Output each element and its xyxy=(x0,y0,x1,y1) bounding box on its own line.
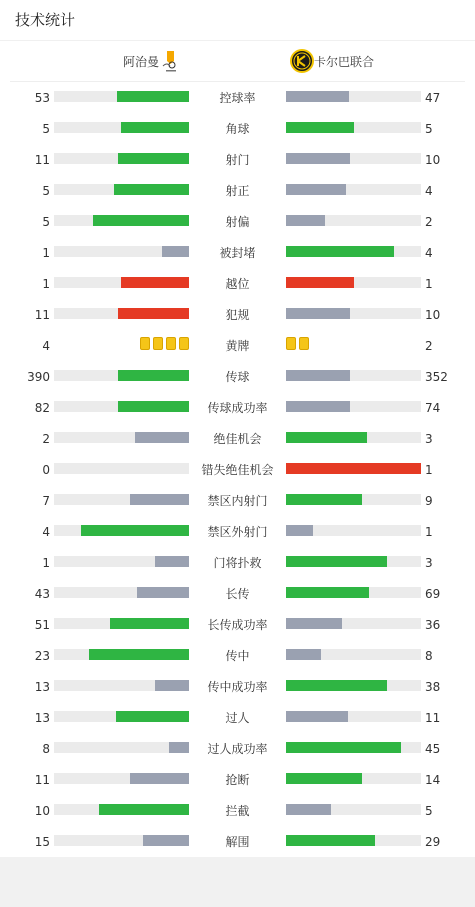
away-stat-bar-track xyxy=(286,804,421,815)
stat-label: 过人 xyxy=(225,711,250,725)
stat-row xyxy=(0,144,475,175)
home-stat-bar-track xyxy=(54,649,189,660)
stats-list xyxy=(0,82,475,857)
away-stat-value: 9 xyxy=(425,494,433,508)
stat-row xyxy=(0,206,475,237)
home-stat-bar-track xyxy=(54,215,189,226)
away-stat-bar-fill xyxy=(286,401,350,412)
away-stat-bar-fill xyxy=(286,649,321,660)
away-stat-value: 36 xyxy=(425,618,441,632)
away-stat-bar-track xyxy=(286,773,421,784)
home-stat-bar-fill xyxy=(135,432,189,443)
home-stat-bar-track xyxy=(54,246,189,257)
away-stat-value: 45 xyxy=(425,742,441,756)
away-stat-bar-track xyxy=(286,401,421,412)
home-stat-bar-track xyxy=(54,804,189,815)
stat-label: 禁区内射门 xyxy=(207,494,268,508)
home-stat-value: 1 xyxy=(42,556,50,570)
home-stat-value: 15 xyxy=(34,835,50,849)
stat-label: 抢断 xyxy=(225,773,250,787)
home-stat-value: 11 xyxy=(34,773,50,787)
away-stat-value: 69 xyxy=(425,587,441,601)
away-stat-bar-fill xyxy=(286,835,375,846)
home-stat-value: 11 xyxy=(34,153,50,167)
away-stat-value: 3 xyxy=(425,556,433,570)
away-yellow-cards xyxy=(286,337,309,350)
away-stat-value: 2 xyxy=(425,339,433,353)
away-stat-bar-track xyxy=(286,835,421,846)
home-stat-value: 4 xyxy=(42,339,50,353)
home-stat-bar-fill xyxy=(130,773,189,784)
away-stat-value: 1 xyxy=(425,525,433,539)
stat-row xyxy=(0,361,475,392)
stat-row xyxy=(0,113,475,144)
ajman-club-crest-icon xyxy=(159,49,183,73)
home-stat-value: 1 xyxy=(42,246,50,260)
home-stat-value: 13 xyxy=(34,711,50,725)
away-team[interactable] xyxy=(290,41,374,81)
stat-row xyxy=(0,299,475,330)
away-stat-bar-fill xyxy=(286,432,367,443)
away-stat-bar-fill xyxy=(286,742,401,753)
away-stat-value: 11 xyxy=(425,711,441,725)
stat-row xyxy=(0,702,475,733)
home-stat-bar-track xyxy=(54,308,189,319)
away-stat-bar-track xyxy=(286,525,421,536)
away-stat-value: 74 xyxy=(425,401,441,415)
away-team-name: 卡尔巴联合 xyxy=(314,54,375,69)
home-stat-bar-track xyxy=(54,711,189,722)
home-stat-bar-track xyxy=(54,184,189,195)
home-stat-value: 53 xyxy=(34,91,50,105)
team-header xyxy=(10,41,465,82)
stat-label: 过人成功率 xyxy=(207,742,268,756)
home-stat-value: 1 xyxy=(42,277,50,291)
home-stat-bar-fill xyxy=(121,122,189,133)
home-stat-value: 82 xyxy=(34,401,50,415)
away-stat-bar-track xyxy=(286,215,421,226)
away-stat-bar-fill xyxy=(286,587,369,598)
away-stat-bar-fill xyxy=(286,122,354,133)
away-stat-bar-fill xyxy=(286,618,342,629)
home-stat-bar-fill xyxy=(114,184,189,195)
home-stat-bar-track xyxy=(54,463,189,474)
home-stat-value: 5 xyxy=(42,184,50,198)
home-stat-value: 4 xyxy=(42,525,50,539)
home-stat-value: 0 xyxy=(42,463,50,477)
away-stat-bar-fill xyxy=(286,246,394,257)
away-stat-value: 352 xyxy=(425,370,448,384)
away-stat-value: 3 xyxy=(425,432,433,446)
home-stat-bar-track xyxy=(54,432,189,443)
home-stat-bar-track xyxy=(54,587,189,598)
home-stat-bar-fill xyxy=(99,804,189,815)
home-stat-bar-fill xyxy=(118,370,189,381)
away-stat-bar-track xyxy=(286,246,421,257)
away-stat-bar-track xyxy=(286,308,421,319)
away-stat-bar-track xyxy=(286,711,421,722)
home-stat-value: 11 xyxy=(34,308,50,322)
home-stat-bar-fill xyxy=(118,153,189,164)
home-stat-bar-track xyxy=(54,835,189,846)
home-stat-bar-track xyxy=(54,618,189,629)
home-stat-bar-fill xyxy=(116,711,189,722)
home-team-name: 阿治曼 xyxy=(122,54,159,69)
stat-row xyxy=(0,764,475,795)
away-stat-value: 47 xyxy=(425,91,441,105)
away-stat-bar-fill xyxy=(286,184,346,195)
home-stat-bar-fill xyxy=(89,649,189,660)
away-stat-value: 38 xyxy=(425,680,441,694)
stat-row xyxy=(0,640,475,671)
away-stat-bar-fill xyxy=(286,215,325,226)
home-stat-bar-track xyxy=(54,370,189,381)
stat-row xyxy=(0,826,475,857)
away-stat-bar-track xyxy=(286,556,421,567)
stat-row xyxy=(0,609,475,640)
home-stat-bar-track xyxy=(54,556,189,567)
home-stat-bar-fill xyxy=(162,246,189,257)
home-stat-bar-fill xyxy=(121,277,189,288)
page-title: 技术统计 xyxy=(0,0,475,41)
away-stat-bar-track xyxy=(286,184,421,195)
stat-row xyxy=(0,795,475,826)
home-stat-value: 7 xyxy=(42,494,50,508)
away-stat-value: 4 xyxy=(425,246,433,260)
stat-row xyxy=(0,516,475,547)
home-stat-value: 390 xyxy=(27,370,50,384)
yellow-card-icon xyxy=(179,337,189,350)
away-stat-bar-track xyxy=(286,680,421,691)
home-team[interactable] xyxy=(123,41,183,81)
home-stat-bar-track xyxy=(54,773,189,784)
home-stat-value: 8 xyxy=(42,742,50,756)
stat-label: 控球率 xyxy=(219,91,256,105)
away-stat-value: 5 xyxy=(425,122,433,136)
home-stat-value: 5 xyxy=(42,122,50,136)
away-stat-value: 4 xyxy=(425,184,433,198)
yellow-card-icon xyxy=(140,337,150,350)
home-stat-bar-fill xyxy=(117,91,189,102)
stat-label: 犯规 xyxy=(225,308,250,322)
stat-row xyxy=(0,237,475,268)
away-stat-value: 14 xyxy=(425,773,441,787)
stat-label: 被封堵 xyxy=(219,246,256,260)
home-stat-bar-fill xyxy=(93,215,189,226)
home-stat-bar-track xyxy=(54,742,189,753)
away-stat-bar-track xyxy=(286,494,421,505)
home-stat-bar-track xyxy=(54,277,189,288)
home-stat-bar-fill xyxy=(169,742,189,753)
away-stat-bar-fill xyxy=(286,463,421,474)
home-stat-bar-fill xyxy=(155,680,189,691)
home-stat-value: 13 xyxy=(34,680,50,694)
home-stat-value: 51 xyxy=(34,618,50,632)
yellow-card-icon xyxy=(166,337,176,350)
away-stat-value: 2 xyxy=(425,215,433,229)
home-stat-bar-track xyxy=(54,122,189,133)
stat-label: 禁区外射门 xyxy=(207,525,268,539)
yellow-card-icon xyxy=(153,337,163,350)
away-stat-bar-track xyxy=(286,463,421,474)
home-stat-value: 5 xyxy=(42,215,50,229)
away-stat-bar-fill xyxy=(286,494,362,505)
home-stat-value: 23 xyxy=(34,649,50,663)
away-stat-value: 8 xyxy=(425,649,433,663)
yellow-card-icon xyxy=(286,337,296,350)
stat-label: 绝佳机会 xyxy=(213,432,262,446)
home-stat-bar-fill xyxy=(110,618,189,629)
away-stat-bar-track xyxy=(286,618,421,629)
stat-row xyxy=(0,485,475,516)
stat-row xyxy=(0,547,475,578)
stat-label: 越位 xyxy=(225,277,250,291)
away-stat-bar-fill xyxy=(286,91,349,102)
home-stat-value: 10 xyxy=(34,804,50,818)
stat-row xyxy=(0,392,475,423)
home-stat-value: 43 xyxy=(34,587,50,601)
away-stat-value: 29 xyxy=(425,835,441,849)
home-stat-bar-track xyxy=(54,401,189,412)
home-stat-bar-track xyxy=(54,91,189,102)
away-stat-bar-fill xyxy=(286,370,350,381)
home-stat-bar-fill xyxy=(118,401,189,412)
stat-label: 长传成功率 xyxy=(207,618,268,632)
home-stat-bar-fill xyxy=(118,308,189,319)
away-stat-value: 1 xyxy=(425,277,433,291)
home-stat-bar-track xyxy=(54,494,189,505)
stat-label: 传球 xyxy=(225,370,250,384)
stat-label: 解围 xyxy=(225,835,250,849)
away-stat-bar-fill xyxy=(286,153,350,164)
away-stat-bar-fill xyxy=(286,711,348,722)
home-stat-bar-fill xyxy=(130,494,189,505)
stat-label: 黄牌 xyxy=(225,339,250,353)
away-stat-bar-track xyxy=(286,370,421,381)
away-stat-bar-track xyxy=(286,432,421,443)
stat-label: 射正 xyxy=(225,184,250,198)
away-stat-bar-fill xyxy=(286,277,354,288)
stat-label: 传中 xyxy=(225,649,250,663)
away-stat-bar-fill xyxy=(286,773,362,784)
stat-label: 传球成功率 xyxy=(207,401,268,415)
stat-row xyxy=(0,423,475,454)
home-stat-bar-fill xyxy=(143,835,189,846)
away-stat-bar-fill xyxy=(286,525,313,536)
away-stat-value: 1 xyxy=(425,463,433,477)
away-stat-bar-fill xyxy=(286,680,387,691)
away-stat-bar-track xyxy=(286,122,421,133)
stat-row xyxy=(0,330,475,361)
away-stat-bar-track xyxy=(286,587,421,598)
home-stat-bar-fill xyxy=(137,587,189,598)
stat-row xyxy=(0,268,475,299)
stat-row xyxy=(0,671,475,702)
stat-label: 射门 xyxy=(225,153,250,167)
away-stat-bar-track xyxy=(286,91,421,102)
stat-label: 传中成功率 xyxy=(207,680,268,694)
stat-row xyxy=(0,454,475,485)
stat-row xyxy=(0,175,475,206)
home-stat-bar-fill xyxy=(155,556,189,567)
stat-label: 门将扑救 xyxy=(213,556,262,570)
home-yellow-cards xyxy=(140,337,189,350)
away-stat-bar-track xyxy=(286,742,421,753)
stat-row xyxy=(0,82,475,113)
away-stat-bar-track xyxy=(286,153,421,164)
away-stat-value: 10 xyxy=(425,308,441,322)
stat-label: 错失绝佳机会 xyxy=(201,463,274,477)
stat-row xyxy=(0,578,475,609)
stat-label: 射偏 xyxy=(225,215,250,229)
stat-row xyxy=(0,733,475,764)
away-stat-bar-fill xyxy=(286,804,331,815)
kalba-united-crest-icon xyxy=(290,49,314,73)
yellow-card-icon xyxy=(299,337,309,350)
home-stat-bar-track xyxy=(54,680,189,691)
home-stat-value: 2 xyxy=(42,432,50,446)
away-stat-bar-fill xyxy=(286,556,387,567)
away-stat-bar-fill xyxy=(286,308,350,319)
stat-label: 拦截 xyxy=(225,804,250,818)
away-stat-bar-track xyxy=(286,277,421,288)
stat-label: 角球 xyxy=(225,122,250,136)
away-stat-value: 5 xyxy=(425,804,433,818)
away-stat-bar-track xyxy=(286,649,421,660)
home-stat-bar-fill xyxy=(81,525,189,536)
away-stat-value: 10 xyxy=(425,153,441,167)
home-stat-bar-track xyxy=(54,153,189,164)
home-stat-bar-track xyxy=(54,525,189,536)
stat-label: 长传 xyxy=(225,587,250,601)
